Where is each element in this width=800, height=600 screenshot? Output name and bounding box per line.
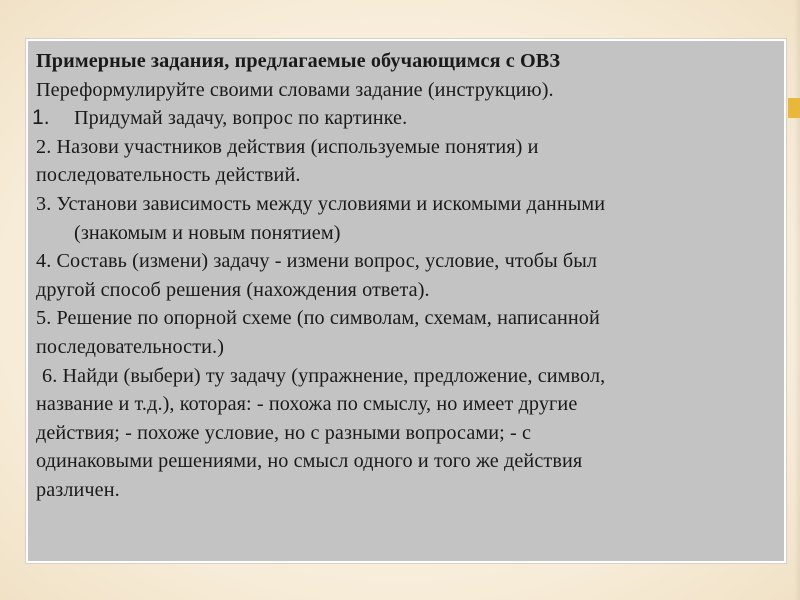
list-item-1-text: Придумай задачу, вопрос по картинке. — [74, 107, 408, 130]
list-item-2-line-1: 2. Назови участников действия (используемые понятия) и — [36, 135, 539, 158]
list-item-4-line-1: 4. Составь (измени) задачу - измени вопрос, условие, чтобы был — [36, 250, 598, 273]
list-item-1 — [32, 104, 772, 133]
intro-text: Переформулируйте своими словами задание (инструкцию). — [36, 78, 554, 101]
list-item-6-line-2: название и т.д.), которая: - похожа по смыслу, но имеет другие — [36, 393, 578, 416]
list-item-4-line-2: другой способ решения (нахождения ответа). — [36, 278, 430, 301]
list-item-6-line-1: 6. Найди (выбери) ту задачу (упражнение, предложение, символ, — [42, 364, 606, 387]
accent-bar — [788, 98, 800, 118]
list-item-3-line-1: 3. Установи зависимость между условиями и искомыми данными — [36, 192, 606, 215]
list-item-5-line-1: 5. Решение по опорной схеме (по символам, схемам, написанной — [36, 307, 600, 330]
list-item-2-line-2: последовательность действий. — [36, 164, 301, 187]
list-item-6-line-4: одинаковыми решениями, но смысл одного и того же действия — [36, 450, 583, 473]
slide-title: Примерные задания, предлагаемые обучающимся с ОВЗ — [36, 50, 561, 72]
list-item-1-number: 1. — [32, 106, 50, 130]
list-item-6-line-5: различен. — [36, 478, 120, 501]
list-item-3-line-2: (знакомым и новым понятием) — [74, 221, 341, 244]
list-item-5-line-2: последовательности.) — [36, 335, 225, 358]
edge-shadow — [794, 0, 800, 600]
list-item-6-line-3: действия; - похоже условие, но с разными вопросами; - с — [36, 421, 532, 444]
content-box — [26, 39, 786, 563]
